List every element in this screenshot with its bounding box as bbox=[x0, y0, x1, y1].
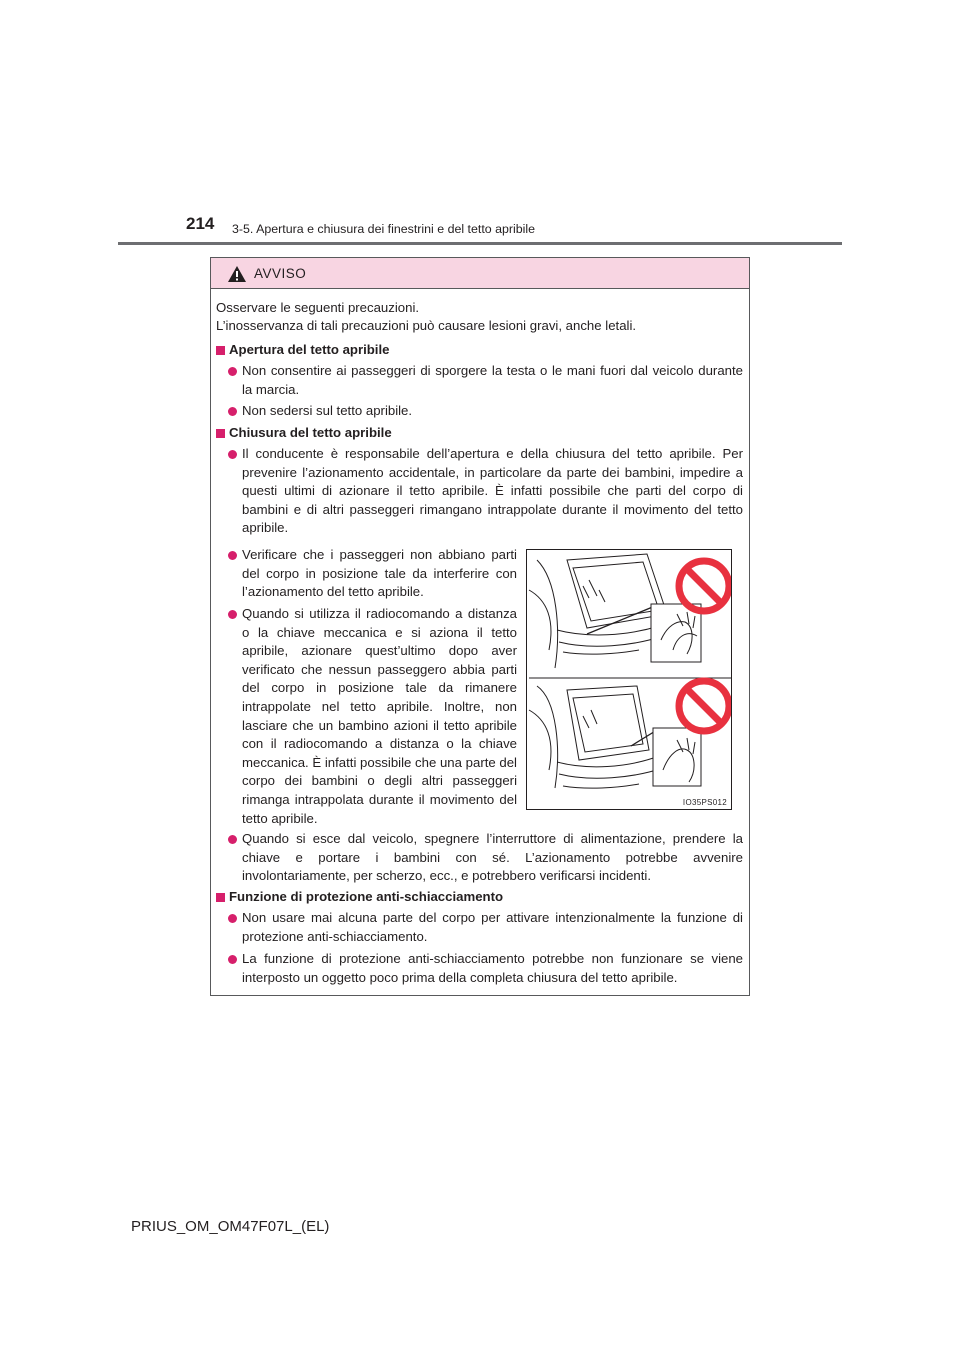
prohibition-sign-icon bbox=[679, 681, 729, 731]
intro-line-1: Osservare le seguenti precauzioni. bbox=[216, 300, 420, 315]
sunroof-warning-illustration bbox=[526, 549, 732, 810]
sunroof-pinch-drawing bbox=[527, 550, 732, 810]
bullet-dot bbox=[228, 551, 237, 560]
section-heading-apertura: Apertura del tetto apribile bbox=[229, 342, 390, 357]
prohibition-sign-icon bbox=[679, 561, 729, 611]
section-title: 3-5. Apertura e chiusura dei finestrini e del tetto apribile bbox=[232, 222, 536, 236]
bullet-dot bbox=[228, 450, 237, 459]
section-square-bullet bbox=[216, 346, 225, 355]
document-code: PRIUS_OM_OM47F07L_(EL) bbox=[131, 1218, 330, 1235]
list-item: Quando si utilizza il radiocomando a distanza o la chiave meccanica e si aziona il tetto apribile, azionare quest’ultimo dopo aver verificato che nessun passeggero abbia parti del corpo in posizione tale da rimanere intrappolate nel tetto apribile. Inoltre, non lasciare che un bambino azioni il tetto apribile con il radiocomando a distanza o la chiave meccanica. È infatti possibile che una parte del corpo dei bambini o degli altri passeggeri rimanga intrappolata durante il movimento del tetto apribile. bbox=[242, 606, 517, 826]
section-square-bullet bbox=[216, 429, 225, 438]
list-item: Non consentire ai passeggeri di sporgere la testa o le mani fuori dal veicolo durante la marcia. bbox=[242, 363, 743, 397]
page-number: 214 bbox=[186, 214, 215, 233]
section-square-bullet bbox=[216, 893, 225, 902]
warning-header bbox=[211, 258, 749, 289]
intro-line-2: L’inosservanza di tali precauzioni può causare lesioni gravi, anche letali. bbox=[216, 318, 637, 333]
bullet-dot bbox=[228, 955, 237, 964]
header-divider bbox=[118, 242, 842, 245]
bullet-dot bbox=[228, 914, 237, 923]
bullet-dot bbox=[228, 367, 237, 376]
list-item: Non usare mai alcuna parte del corpo per attivare intenzionalmente la funzione di protezione anti-schiacciamento. bbox=[242, 910, 743, 944]
warning-triangle-icon bbox=[227, 265, 247, 283]
list-item: Il conducente è responsabile dell’apertura e della chiusura del tetto apribile. Per prevenire l’azionamento accidentale, in particolare da parte dei bambini, impedire a questi ultimi di azionare il tetto apribile. È infatti possibile che parti del corpo di bambini e di altri passeggeri rimangano intrappolate durante il movimento del tetto apribile. bbox=[242, 446, 743, 536]
bullet-dot bbox=[228, 610, 237, 619]
list-item: La funzione di protezione anti-schiacciamento potrebbe non funzionare se viene interposto un oggetto poco prima della completa chiusura del tetto apribile. bbox=[242, 951, 743, 985]
list-item: Verificare che i passeggeri non abbiano parti del corpo in posizione tale da interferire con l’azionamento del tetto apribile. bbox=[242, 547, 517, 600]
bullet-dot bbox=[228, 835, 237, 844]
figure-code: IO35PS012 bbox=[682, 798, 727, 807]
section-heading-anti-schiacciamento: Funzione di protezione anti-schiacciamento bbox=[229, 889, 504, 904]
list-item: Quando si esce dal veicolo, spegnere l’interruttore di alimentazione, prendere la chiave e portare i bambini con sé. L’azionamento potrebbe avvenire involontariamente, per scherzo, ecc., e potrebbero verificarsi incidenti. bbox=[242, 831, 743, 884]
list-item: Non sedersi sul tetto apribile. bbox=[242, 403, 413, 418]
bullet-dot bbox=[228, 407, 237, 416]
section-heading-chiusura: Chiusura del tetto apribile bbox=[229, 425, 392, 440]
warning-title: AVVISO bbox=[254, 266, 307, 281]
warning-box bbox=[210, 257, 750, 996]
